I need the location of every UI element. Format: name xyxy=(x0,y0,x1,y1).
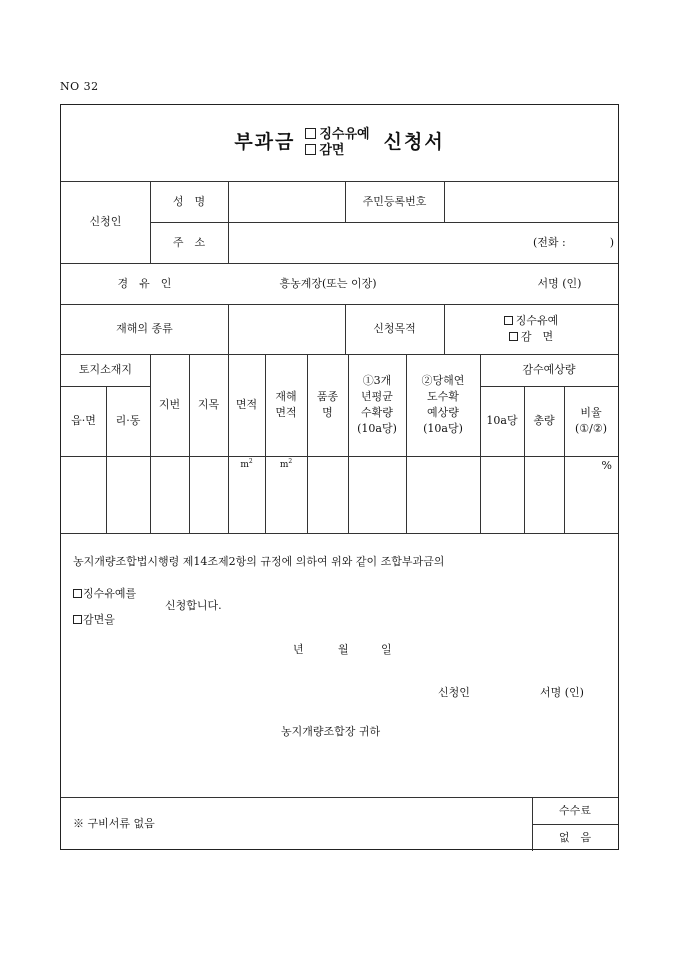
disaster-type-label: 재해의 종류 xyxy=(116,322,173,336)
application-form xyxy=(60,104,619,850)
ri-cell[interactable] xyxy=(106,456,150,533)
jimok-cell[interactable] xyxy=(189,456,228,533)
per10a-header: 10a당 xyxy=(486,414,518,428)
via-value: 흥농계장(또는 이장) xyxy=(279,276,377,290)
purpose-option-deferral[interactable]: 징수유예 xyxy=(504,313,559,329)
via-label: 경 유 인 xyxy=(117,276,172,290)
avg-harvest-cell[interactable] xyxy=(348,456,406,533)
reduction-header: 감수예상량 xyxy=(522,363,576,377)
jibun-header: 지번 xyxy=(158,398,181,412)
disaster-type-field[interactable] xyxy=(228,304,345,354)
date-year[interactable]: 년 xyxy=(293,643,304,656)
title-right: 신청서 xyxy=(383,131,445,154)
id-number-label: 주민등록번호 xyxy=(362,194,427,208)
ratio-cell[interactable] xyxy=(564,456,618,533)
eup-header: 읍·면 xyxy=(71,414,96,428)
name-label: 성 명 xyxy=(172,194,206,208)
address-label: 주 소 xyxy=(172,235,206,249)
title-options xyxy=(305,127,369,160)
current-harvest-cell[interactable] xyxy=(406,456,480,533)
ratio-header: 비율 (①/②) xyxy=(574,406,607,435)
checkbox-icon xyxy=(305,128,316,139)
statement-option-deferral[interactable]: 징수유예를 xyxy=(73,585,136,601)
purpose-options xyxy=(444,304,618,354)
id-number-field[interactable] xyxy=(444,181,618,222)
document-number: NO 32 xyxy=(60,80,99,93)
statement-text: 농지개량조합법시행령 제14조제2항의 규정에 의하여 위와 같이 조합부과금의 xyxy=(73,555,445,568)
area-header: 면적 xyxy=(235,398,258,412)
address-field[interactable] xyxy=(228,222,618,263)
via-sign[interactable]: 서명 (인) xyxy=(537,276,582,290)
date-day[interactable]: 일 xyxy=(381,643,392,656)
title-left: 부과금 xyxy=(234,131,296,154)
statement-sign[interactable]: 서명 (인) xyxy=(540,686,584,699)
per10a-cell[interactable] xyxy=(480,456,524,533)
documents-note: ※ 구비서류 없음 xyxy=(73,817,155,831)
variety-cell[interactable] xyxy=(307,456,348,533)
purpose-label: 신청목적 xyxy=(373,322,416,336)
apply-text: 신청합니다. xyxy=(165,599,222,612)
checkbox-icon xyxy=(305,144,316,155)
current-harvest-header: ②당해연 도수확 예상량 (10a당) xyxy=(421,374,465,435)
percent-unit: % xyxy=(601,459,612,472)
title-option-reduction[interactable]: 감면 xyxy=(305,143,344,158)
ri-header: 리·동 xyxy=(115,414,141,428)
checkbox-icon xyxy=(509,332,518,341)
checkbox-icon xyxy=(73,615,82,624)
area-cell[interactable] xyxy=(228,456,265,533)
damage-area-header: 재해 면적 xyxy=(275,390,297,419)
total-header: 총량 xyxy=(533,414,555,428)
checkbox-icon xyxy=(504,316,513,325)
area-unit: $m^2$ xyxy=(240,458,253,470)
variety-header: 품종 명 xyxy=(316,390,339,419)
applicant-label: 신청인 xyxy=(89,215,122,229)
fee-value: 없 음 xyxy=(558,830,592,844)
damage-area-unit: $m^2$ xyxy=(279,458,293,470)
eup-cell[interactable] xyxy=(61,456,106,533)
avg-harvest-header: ①3개 년평균 수확량 (10a당) xyxy=(357,374,397,435)
total-cell[interactable] xyxy=(524,456,564,533)
date-month[interactable]: 월 xyxy=(338,643,349,656)
damage-area-cell[interactable] xyxy=(265,456,307,533)
jimok-header: 지목 xyxy=(197,398,220,412)
name-field[interactable] xyxy=(228,181,345,222)
form-title xyxy=(61,105,618,181)
phone-label: (전화 : ) xyxy=(532,235,614,249)
title-option-deferral[interactable]: 징수유예 xyxy=(305,127,369,142)
recipient: 농지개량조합장 귀하 xyxy=(281,725,381,738)
fee-label: 수수료 xyxy=(559,803,591,817)
statement-option-reduction[interactable]: 감면을 xyxy=(73,611,115,627)
statement-applicant: 신청인 xyxy=(438,686,470,699)
jibun-cell[interactable] xyxy=(150,456,189,533)
purpose-option-reduction[interactable]: 감 면 xyxy=(509,329,553,345)
location-header: 토지소재지 xyxy=(78,363,133,377)
checkbox-icon xyxy=(73,589,82,598)
